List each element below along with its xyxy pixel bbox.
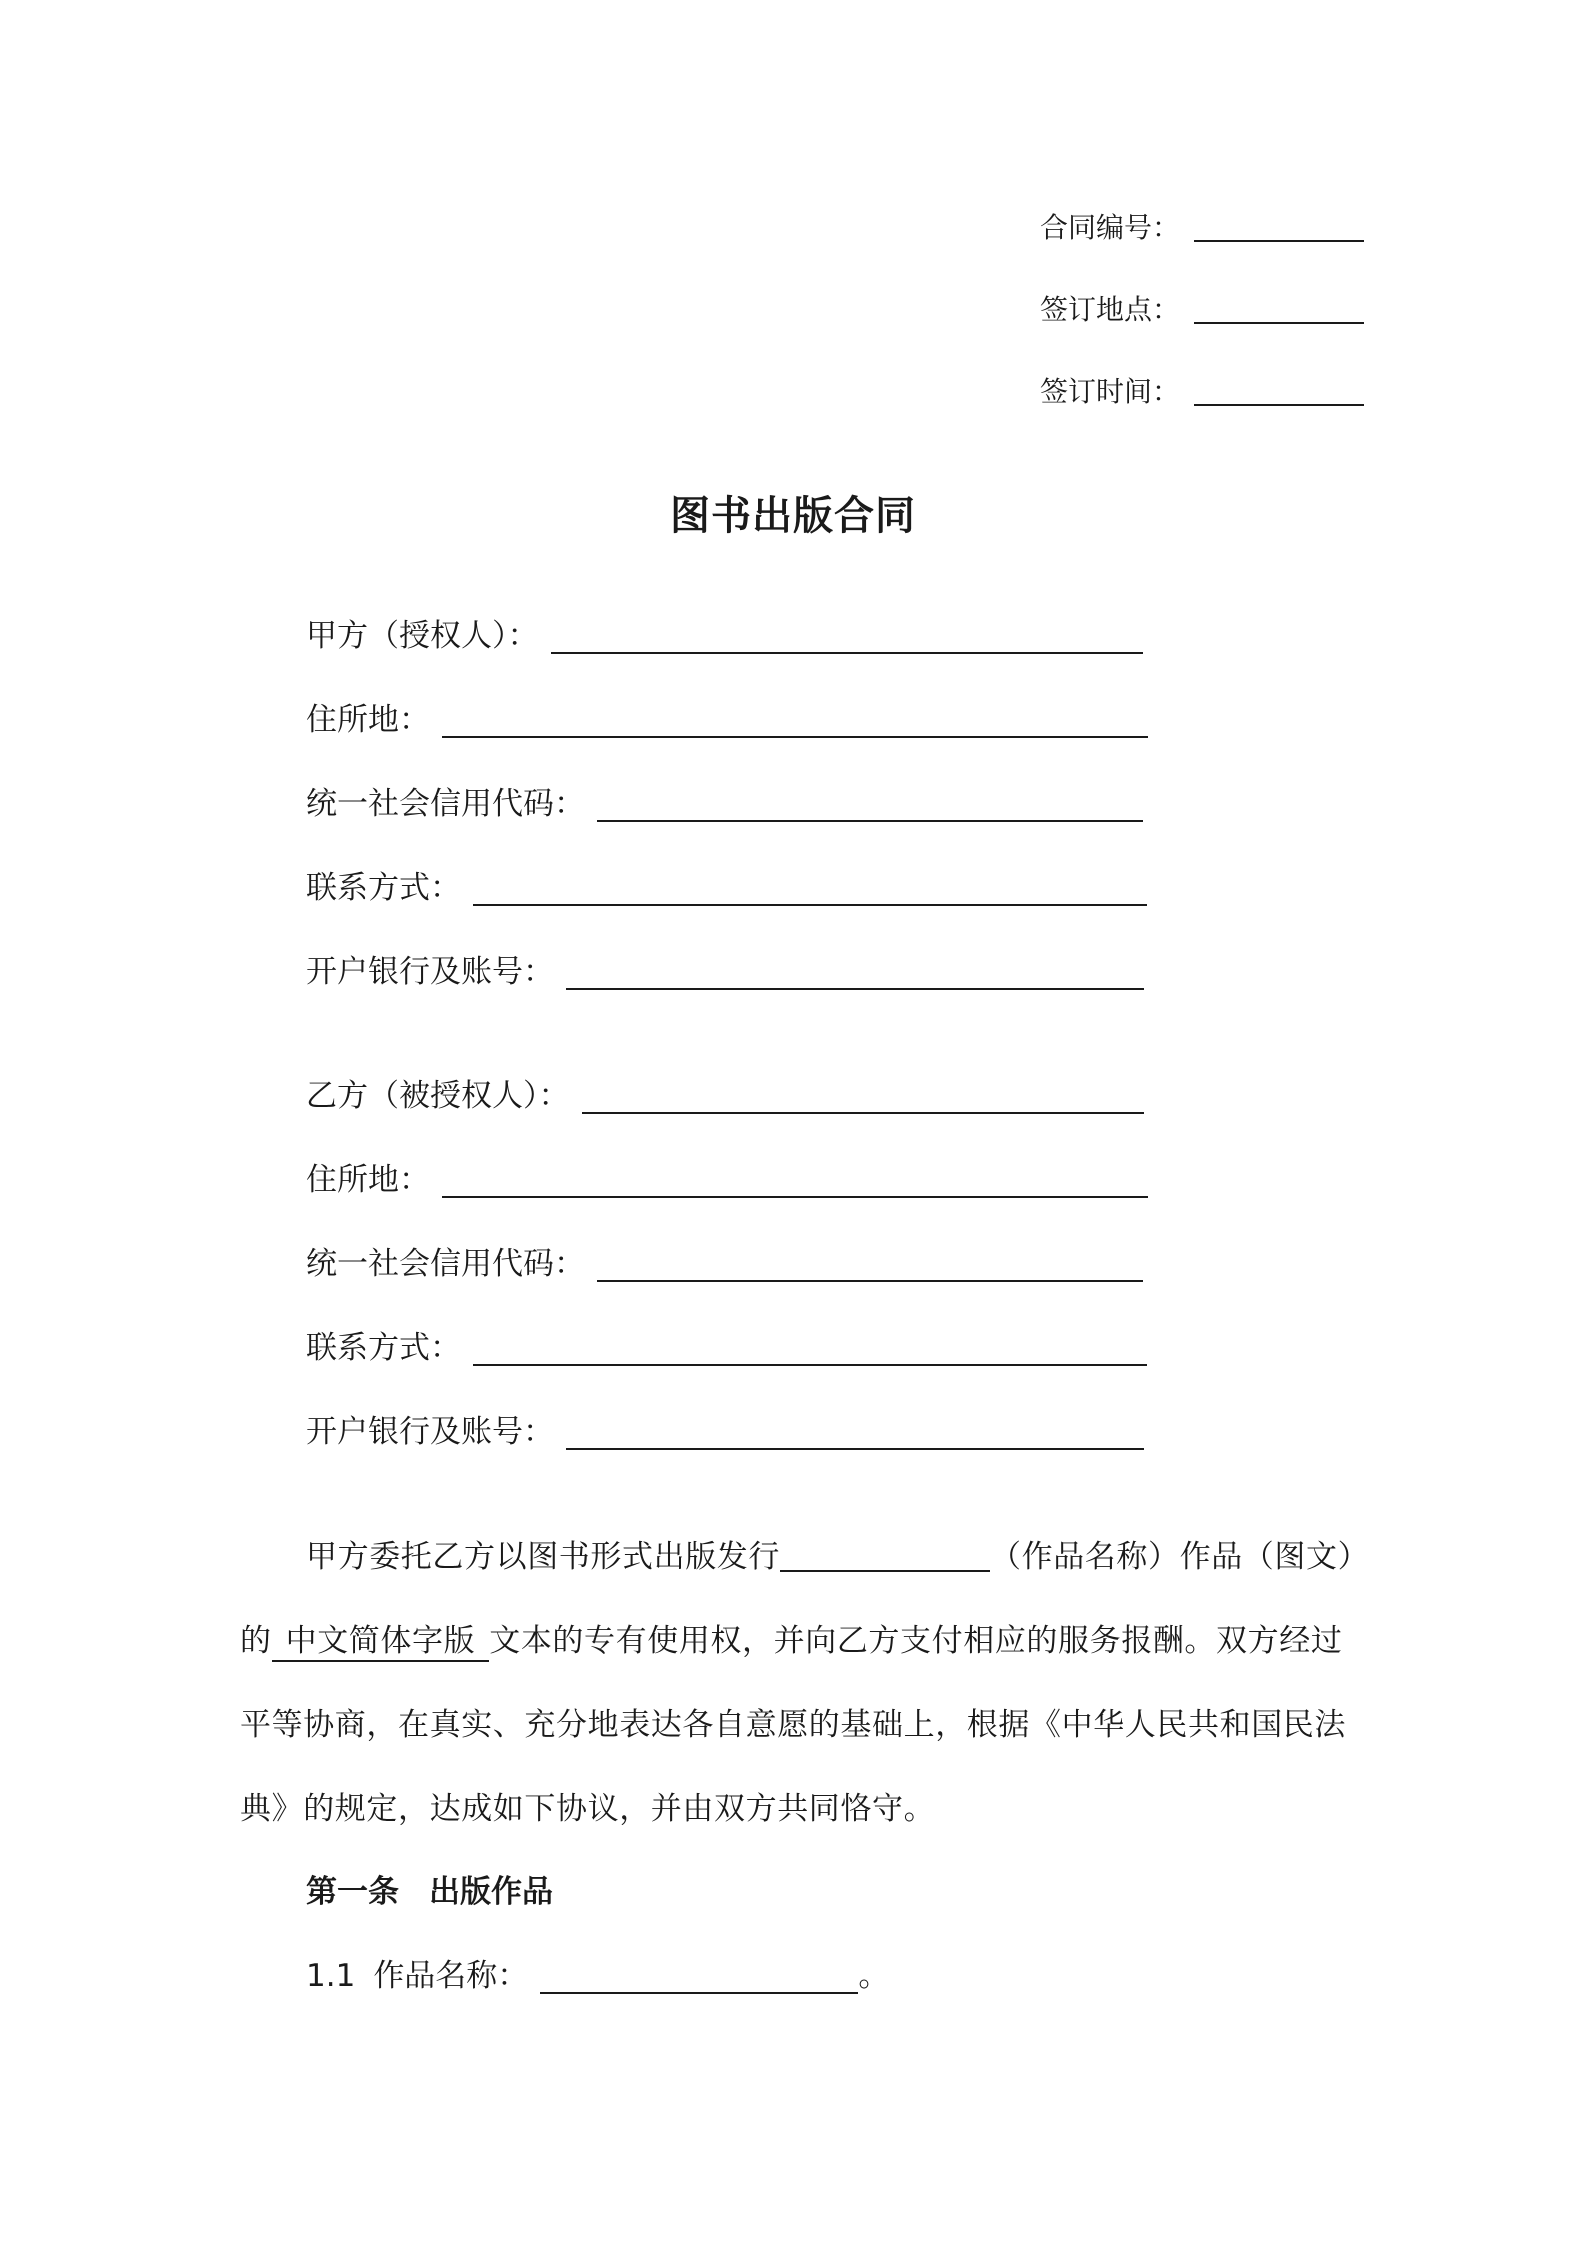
edition-filled-field[interactable]: 中文简体字版 [272, 1616, 490, 1662]
party-a-credit-code-blank[interactable] [597, 784, 1143, 822]
paragraph-line-2 [240, 1616, 1342, 1666]
party-b-name-label: 乙方（被授权人）： [306, 1078, 570, 1114]
party-b-contact-label: 联系方式： [306, 1330, 461, 1366]
party-a-contact-row [306, 864, 1147, 912]
contract-number-blank[interactable] [1194, 210, 1364, 242]
party-b-name-row [306, 1072, 1144, 1120]
sign-place-blank[interactable] [1194, 292, 1364, 324]
party-b-contact-row [306, 1324, 1147, 1372]
party-a-bank-blank[interactable] [566, 952, 1144, 990]
party-a-address-label: 住所地： [306, 702, 430, 738]
item-1-1-suffix: 。 [858, 1958, 890, 1994]
party-b-credit-code-blank[interactable] [597, 1244, 1143, 1282]
sign-time-row [1040, 370, 1364, 414]
contract-number-label: 合同编号： [1040, 211, 1181, 244]
party-b-address-label: 住所地： [306, 1162, 430, 1198]
paragraph-line-2-pre: 的 [240, 1623, 272, 1659]
party-a-address-row [306, 696, 1148, 744]
article-1-number: 第一条 [306, 1874, 399, 1910]
sign-time-blank[interactable] [1194, 374, 1364, 406]
party-a-name-blank[interactable] [551, 616, 1143, 654]
party-b-credit-code-row [306, 1240, 1143, 1288]
paragraph-line-1 [306, 1532, 1369, 1582]
party-b-contact-blank[interactable] [473, 1328, 1147, 1366]
sign-time-label: 签订时间： [1040, 375, 1181, 408]
paragraph-line-4: 典》的规定，达成如下协议，并由双方共同恪守。 [240, 1791, 936, 1827]
sign-place-label: 签订地点： [1040, 293, 1181, 326]
paragraph-line-1-pre: 甲方委托乙方以图书形式出版发行 [306, 1539, 780, 1575]
party-a-name-label: 甲方（授权人）： [306, 618, 539, 654]
party-b-address-row [306, 1156, 1148, 1204]
contract-number-row [1040, 206, 1364, 250]
work-name-blank[interactable] [780, 1532, 990, 1572]
item-1-1-number: 1.1 [306, 1958, 356, 1994]
item-1-1-label: 作品名称： [373, 1958, 529, 1994]
party-a-credit-code-row [306, 780, 1143, 828]
party-a-bank-row [306, 948, 1144, 996]
party-a-address-blank[interactable] [442, 700, 1148, 738]
party-b-bank-label: 开户银行及账号： [306, 1414, 554, 1450]
party-a-contact-blank[interactable] [473, 868, 1147, 906]
item-1-1-work-name-blank[interactable] [540, 1954, 858, 1994]
paragraph-line-3: 平等协商，在真实、充分地表达各自意愿的基础上，根据《中华人民共和国民法 [240, 1707, 1346, 1743]
party-b-bank-row [306, 1408, 1144, 1456]
sign-place-row [1040, 288, 1364, 332]
article-1-heading [306, 1868, 553, 1916]
party-a-credit-code-label: 统一社会信用代码： [306, 786, 585, 822]
paragraph-line-1-post: （作品名称）作品（图文） [990, 1539, 1370, 1575]
paragraph-line-2-post: 文本的专有使用权，并向乙方支付相应的服务报酬。双方经过 [489, 1623, 1343, 1659]
item-1-1 [306, 1952, 889, 2000]
party-a-bank-label: 开户银行及账号： [306, 954, 554, 990]
party-a-name-row [306, 612, 1143, 660]
article-1-title: 出版作品 [429, 1874, 553, 1910]
party-b-bank-blank[interactable] [566, 1412, 1144, 1450]
party-a-contact-label: 联系方式： [306, 870, 461, 906]
party-b-name-blank[interactable] [582, 1076, 1144, 1114]
party-b-address-blank[interactable] [442, 1160, 1148, 1198]
party-b-credit-code-label: 统一社会信用代码： [306, 1246, 585, 1282]
document-title: 图书出版合同 [670, 493, 916, 539]
